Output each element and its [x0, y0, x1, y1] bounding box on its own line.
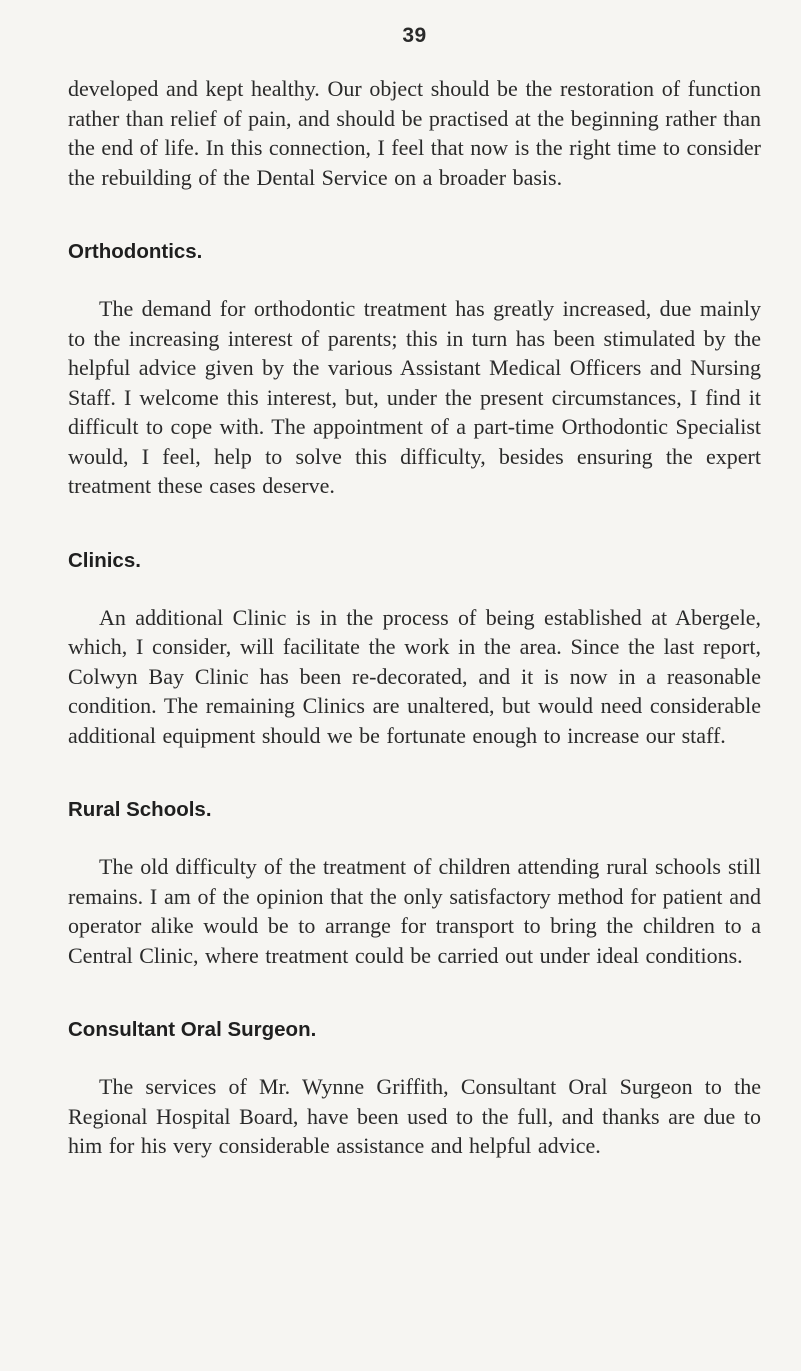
section-heading-orthodontics: Orthodontics.	[68, 240, 203, 263]
section-paragraph-clinics: An additional Clinic is in the process of being established at Abergele, which, I consider, will facilitate the work in the area. Since the last report, Colwyn Bay Clinic has been re-decorated, and it is now in a reasonable condition. The remaining Clinics are unaltered, but would need considerable additional equipment should we be fortunate enough to increase our staff.	[68, 604, 761, 748]
section-heading-rural-schools: Rural Schools.	[68, 798, 212, 821]
page-number: 39	[402, 24, 427, 47]
section-clinics	[68, 549, 761, 751]
section-rural-schools	[68, 798, 761, 970]
section-orthodontics	[68, 240, 761, 501]
section-paragraph-orthodontics: The demand for orthodontic treatment has greatly increased, due mainly to the increasing interest of parents; this in turn has been stimulated by the helpful advice given by the various Assistant Medical Officers and Nursing Staff. I welcome this interest, but, under the present circumstances, I find it difficult to cope with. The appointment of a part-time Orthodontic Specialist would, I feel, help to solve this difficulty, besides ensuring the expert treatment these cases deserve.	[68, 296, 761, 498]
section-heading-consultant-oral-surgeon: Consultant Oral Surgeon.	[68, 1018, 317, 1041]
section-consultant-oral-surgeon	[68, 1018, 761, 1161]
section-paragraph-rural-schools: The old difficulty of the treatment of children attending rural schools still remains. I am of the opinion that the only satisfactory method for patient and operator alike would be to arrange for transport to bring the children to a Central Clinic, where treatment could be carried out under ideal conditions.	[68, 854, 761, 968]
section-paragraph-consultant-oral-surgeon: The services of Mr. Wynne Griffith, Consultant Oral Surgeon to the Regional Hospital Board, have been used to the full, and thanks are due to him for his very considerable assistance and helpful advice.	[68, 1074, 761, 1158]
intro-paragraph: developed and kept healthy. Our object should be the restoration of function rather than relief of pain, and should be practised at the beginning rather than the end of life. In this connection, I feel that now is the right time to consider the rebuilding of the Dental Service on a broader basis.	[68, 76, 761, 190]
section-heading-clinics: Clinics.	[68, 548, 141, 572]
